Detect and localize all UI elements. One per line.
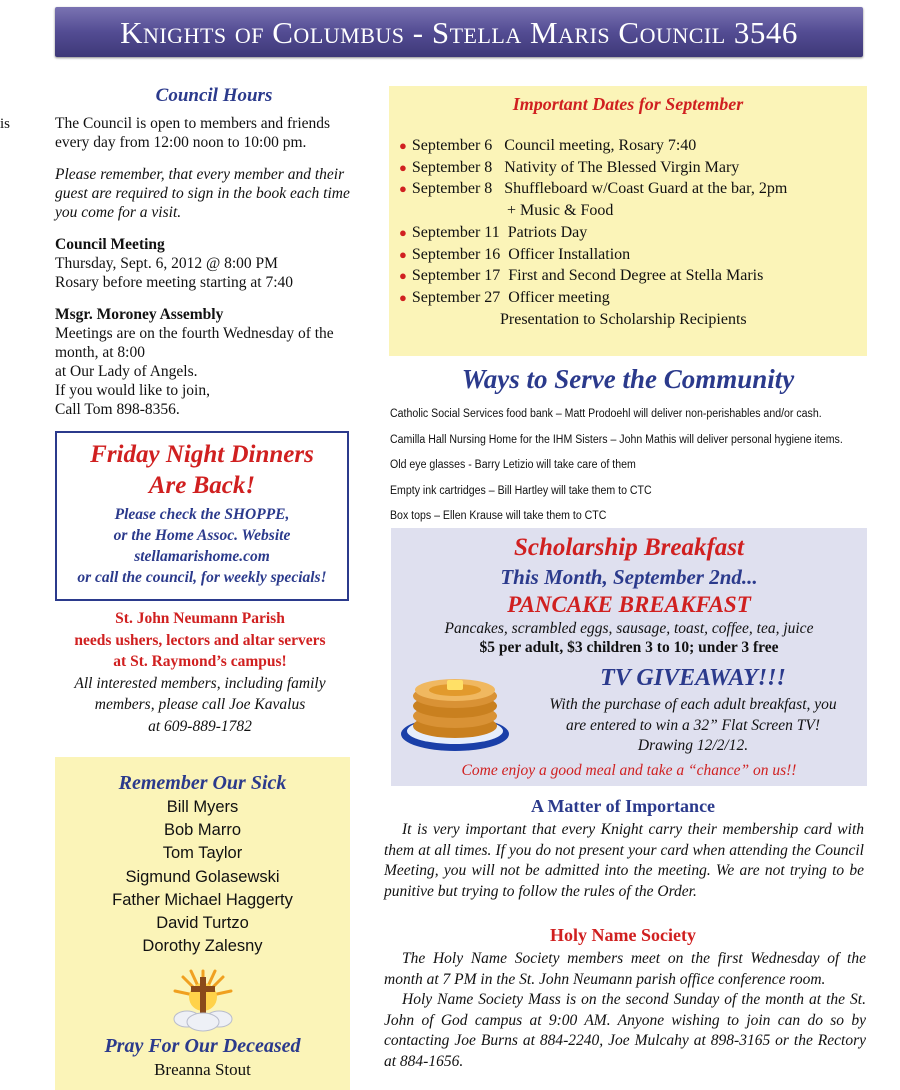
neumann-body-line: at 609-889-1782 xyxy=(148,717,252,735)
date-item: ● September 17 First and Second Degree at Stella Maris xyxy=(399,267,764,285)
sick-name: Bill Myers xyxy=(166,798,239,816)
serve-item: Empty ink cartridges – Bill Hartley will take them to CTC xyxy=(390,484,652,497)
holy-name-title: Holy Name Society xyxy=(550,925,696,945)
date-item: ● September 27 Officer meeting xyxy=(399,288,610,306)
serve-item: Old eye glasses - Barry Letizio will take care of them xyxy=(390,459,636,472)
deceased-title: Pray For Our Deceased xyxy=(104,1035,301,1058)
friday-title-line: Are Back! xyxy=(148,472,256,499)
serve-item: Catholic Social Services food bank – Matt Prodoehl will deliver non-perishables and/or cash. xyxy=(390,408,822,420)
pancake-heading: PANCAKE BREAKFAST xyxy=(507,592,751,617)
council-meeting-heading: Council Meeting xyxy=(55,236,165,253)
sick-name: Bob Marro xyxy=(163,821,242,840)
bullet-icon: ● xyxy=(399,138,407,153)
holy-name-text xyxy=(384,949,866,1072)
date-item-continuation: + Music & Food xyxy=(507,202,614,220)
friday-website: stellamarishome.com xyxy=(134,548,270,565)
breakfast-menu: Pancakes, scrambled eggs, sausage, toast, coffee, tea, juice xyxy=(444,620,814,637)
scholarship-breakfast-box xyxy=(391,528,867,786)
bullet-icon: ● xyxy=(399,268,407,284)
friday-body-line: or call the council, for weekly specials! xyxy=(77,569,327,586)
neumann-body-line: All interested members, including family xyxy=(74,674,326,692)
assembly-line: Meetings are on the fourth Wednesday of the xyxy=(55,325,334,342)
bullet-icon: ● xyxy=(399,181,407,197)
breakfast-price: $5 per adult, $3 children 3 to 10; under 3 free xyxy=(479,639,779,656)
ways-to-serve-title: Ways to Serve the Community xyxy=(461,364,795,394)
bullet-icon: ● xyxy=(399,246,407,262)
breakfast-title: Scholarship Breakfast xyxy=(514,534,744,561)
tv-line: Drawing 12/2/12. xyxy=(637,737,749,754)
importance-paragraph: It is very important that every Knight carry their membership card with them at all times. If you do not present your card when attending the Council Meeting, you will not be admitted into the meeting. We are not trying to be punitive but trying to follow the rules of the Order. xyxy=(384,821,864,900)
neumann-head-line: needs ushers, lectors and altar servers xyxy=(74,631,326,649)
assembly-heading: Msgr. Moroney Assembly xyxy=(55,306,224,323)
sick-title: Remember Our Sick xyxy=(118,772,287,794)
important-dates-box xyxy=(389,86,867,356)
sick-list xyxy=(55,796,350,958)
reminder-line: Please remember, that every member and their xyxy=(55,166,345,183)
serve-item: Camilla Hall Nursing Home for the IHM Sisters – John Mathis will deliver personal hygiene items. xyxy=(390,433,843,446)
holy-name-paragraph: The Holy Name Society members meet on the first Wednesday of the month at 7 PM in the St. John Neumann parish office conference room. xyxy=(384,950,866,988)
tv-giveaway-title: TV GIVEAWAY!!! xyxy=(600,665,786,691)
date-item: ● September 16 Officer Installation xyxy=(399,245,631,263)
holy-name-paragraph: Holy Name Society Mass is on the second Sunday of the month at the St. John of God campus at 9:00 AM. Anyone wishing to join can do so by contacting Joe Burns at 884-2240, Joe Mulcahy at 898-3165 or the Rectory at 884-1656. xyxy=(384,991,866,1070)
assembly-line: at Our Lady of Angels. xyxy=(55,363,198,380)
sick-name: Tom Taylor xyxy=(162,844,243,863)
sick-name: Father Michael Haggerty xyxy=(112,890,293,909)
hours-line: every day from 12:00 noon to 10:00 pm. xyxy=(55,134,307,151)
friday-body-line: or the Home Assoc. Website xyxy=(113,527,291,544)
neumann-head-line: at St. Raymond’s campus! xyxy=(113,653,287,670)
importance-text xyxy=(384,820,864,902)
council-hours-section xyxy=(55,114,385,432)
breakfast-subtitle: This Month, September 2nd... xyxy=(500,565,758,589)
serve-item: Box tops – Ellen Krause will take them to CTC xyxy=(390,510,607,523)
friday-dinners-box xyxy=(55,431,349,601)
deceased-name: Breanna Stout xyxy=(154,1060,251,1080)
assembly-line: Call Tom 898-8356. xyxy=(55,401,180,418)
sick-name: David Turtzo xyxy=(156,914,249,933)
pancake-stack-icon xyxy=(397,668,515,754)
dates-title: Important Dates for September xyxy=(512,94,744,114)
bullet-icon: ● xyxy=(399,224,407,240)
reminder-line: guest are required to sign in the book each time xyxy=(55,185,350,202)
sick-name: Sigmund Golasewski xyxy=(125,867,280,886)
neumann-body-line: members, please call Joe Kavalus xyxy=(94,696,306,713)
date-item: ● September 8 Nativity of The Blessed Virgin Mary xyxy=(399,158,740,176)
neumann-parish-notice xyxy=(55,608,345,737)
date-item: ● September 11 Patriots Day xyxy=(399,223,588,241)
remember-sick-box xyxy=(55,757,350,1090)
date-item-continuation: Presentation to Scholarship Recipients xyxy=(500,310,747,328)
bullet-icon: ● xyxy=(399,159,407,175)
assembly-line: If you would like to join, xyxy=(55,382,210,399)
neumann-head-line: St. John Neumann Parish xyxy=(115,610,285,627)
breakfast-footer: Come enjoy a good meal and take a “chance” on us!! xyxy=(461,762,797,779)
masthead-banner xyxy=(55,7,863,57)
bullet-icon: ● xyxy=(399,289,407,305)
date-item: ● September 8 Shuffleboard w/Coast Guard at the bar, 2pm xyxy=(399,180,788,198)
cropped-text: is xyxy=(0,116,11,132)
date-item: ● September 6 Council meeting, Rosary 7:40 xyxy=(399,137,697,154)
tv-line: With the purchase of each adult breakfast, you xyxy=(549,696,837,713)
reminder-line: you come for a visit. xyxy=(55,204,182,221)
friday-title-line: Friday Night Dinners xyxy=(90,441,314,468)
meeting-line: Thursday, Sept. 6, 2012 @ 8:00 PM xyxy=(55,255,278,272)
hours-line: The Council is open to members and friends xyxy=(55,115,331,132)
ways-to-serve-list xyxy=(390,402,843,530)
tv-giveaway-text xyxy=(519,695,867,757)
tv-line: are entered to win a 32” Flat Screen TV! xyxy=(566,716,820,734)
cross-in-clouds-icon xyxy=(167,967,239,1033)
friday-body-line: Please check the SHOPPE, xyxy=(114,506,290,523)
dates-list xyxy=(399,135,787,330)
meeting-line: Rosary before meeting starting at 7:40 xyxy=(55,274,294,291)
assembly-line: month, at 8:00 xyxy=(55,344,145,361)
importance-title: A Matter of Importance xyxy=(530,796,716,816)
council-hours-title: Council Hours xyxy=(155,85,273,106)
sick-name: Dorothy Zalesny xyxy=(142,937,263,956)
masthead-title: Knights of Columbus - Stella Maris Council 3546 xyxy=(120,15,798,50)
